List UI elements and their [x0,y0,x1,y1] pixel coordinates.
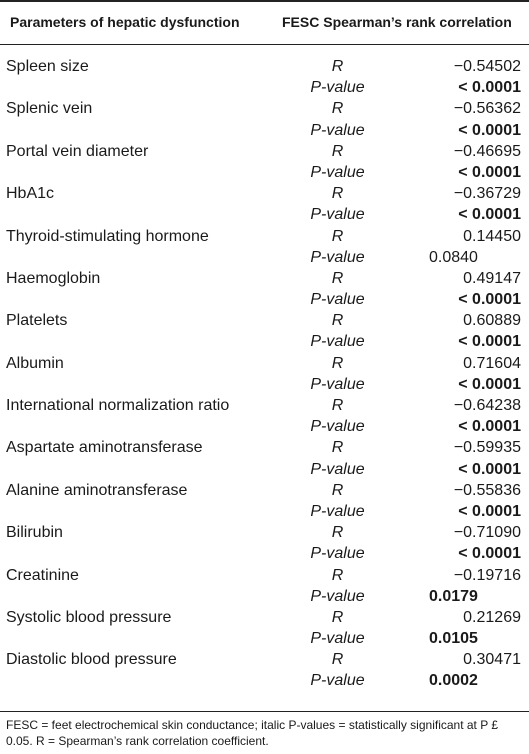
r-value: −0.36729 [453,185,521,203]
table-row [0,565,529,586]
p-label: P-value [310,79,365,97]
r-value: −0.55836 [453,481,521,499]
p-label: P-value [310,375,365,393]
r-value: 0.30471 [463,651,521,669]
p-value: 0.0179 [429,587,478,605]
table-row [0,226,529,247]
r-value: −0.59935 [453,439,521,457]
parameter-name: Spleen size [6,58,89,75]
p-value: < 0.0001 [458,502,521,520]
r-value: 0.49147 [463,269,521,287]
table-row [0,416,529,437]
r-label: R [331,439,344,457]
r-value: −0.64238 [453,397,521,414]
table-row [0,353,529,374]
table-row [0,480,529,501]
table-row [0,543,529,564]
parameter-name: Aspartate aminotransferase [6,439,203,457]
p-label: P-value [310,502,365,520]
r-label: R [331,142,344,160]
parameter-name: International normalization ratio [6,397,230,414]
p-label: P-value [310,163,365,181]
p-label: P-value [310,248,365,266]
p-label: P-value [310,333,365,351]
r-label: R [331,481,344,499]
table-row [0,586,529,607]
p-value: < 0.0001 [458,460,521,478]
table-row [0,395,529,416]
p-value: < 0.0001 [458,545,521,563]
r-value: −0.19716 [453,566,521,584]
r-label: R [331,100,344,118]
fesc-column-header: FESC Spearman’s rank correlation [282,14,512,30]
r-value: −0.71090 [453,524,521,542]
parameter-name: Albumin [6,354,64,372]
parameter-name: Thyroid-stimulating hormone [6,227,209,245]
p-label: P-value [310,672,365,690]
table-row [0,331,529,352]
parameter-name: Systolic blood pressure [6,608,172,626]
parameter-name: Creatinine [6,566,79,584]
table-row [0,501,529,522]
table-row [0,437,529,458]
table-row [0,247,529,268]
r-value: 0.21269 [463,608,521,626]
p-value: 0.0105 [429,630,478,648]
p-value: < 0.0001 [458,79,521,97]
table-row [0,56,529,77]
parameter-name: Haemoglobin [6,269,101,287]
r-label: R [331,651,344,669]
table-row [0,649,529,670]
r-label: R [331,58,344,75]
parameter-name: HbA1c [6,185,55,203]
p-value: 0.0840 [429,248,478,266]
p-label: P-value [310,418,365,436]
table-footnote: FESC = feet electrochemical skin conductance; italic P-values = statistically significant at P £ 0.05. R = Spearman’s rank correlation coefficient. [0,711,529,749]
r-value: −0.46695 [453,142,521,160]
parameter-name: Splenic vein [6,100,93,118]
table-row [0,98,529,119]
r-label: R [331,608,344,626]
param-column-header: Parameters of hepatic dysfunction [10,14,240,30]
table-row [0,374,529,395]
table-row [0,628,529,649]
parameter-name: Diastolic blood pressure [6,651,177,669]
p-label: P-value [310,291,365,309]
r-value: 0.60889 [463,312,521,330]
p-value: < 0.0001 [458,375,521,393]
r-value: 0.71604 [463,354,521,372]
p-label: P-value [310,121,365,139]
table-row [0,141,529,162]
r-label: R [331,312,344,330]
parameter-name: Portal vein diameter [6,142,149,160]
r-label: R [331,269,344,287]
p-value: < 0.0001 [458,163,521,181]
p-value: < 0.0001 [458,206,521,224]
table-row [0,77,529,98]
p-value: 0.0002 [429,672,478,690]
p-label: P-value [310,630,365,648]
table-body [0,56,529,692]
parameter-name: Alanine aminotransferase [6,481,188,499]
table-row [0,310,529,331]
table-row [0,183,529,204]
p-value: < 0.0001 [458,291,521,309]
table-row [0,670,529,691]
r-label: R [331,354,344,372]
r-value: −0.54502 [453,58,521,75]
table-row [0,522,529,543]
parameter-name: Bilirubin [6,524,63,542]
table-row [0,289,529,310]
table-row [0,268,529,289]
r-value: −0.56362 [453,100,521,118]
p-label: P-value [310,460,365,478]
p-value: < 0.0001 [458,121,521,139]
r-label: R [331,566,344,584]
r-label: R [331,397,344,414]
table-header [0,0,529,45]
parameter-name: Platelets [6,312,68,330]
p-label: P-value [310,206,365,224]
p-value: < 0.0001 [458,333,521,351]
r-label: R [331,227,344,245]
table-row [0,607,529,628]
r-label: R [331,524,344,542]
table-row [0,120,529,141]
r-value: 0.14450 [463,227,521,245]
r-label: R [331,185,344,203]
table-row [0,162,529,183]
p-label: P-value [310,545,365,563]
table-row [0,204,529,225]
table-row [0,459,529,480]
p-label: P-value [310,587,365,605]
p-value: < 0.0001 [458,418,521,436]
